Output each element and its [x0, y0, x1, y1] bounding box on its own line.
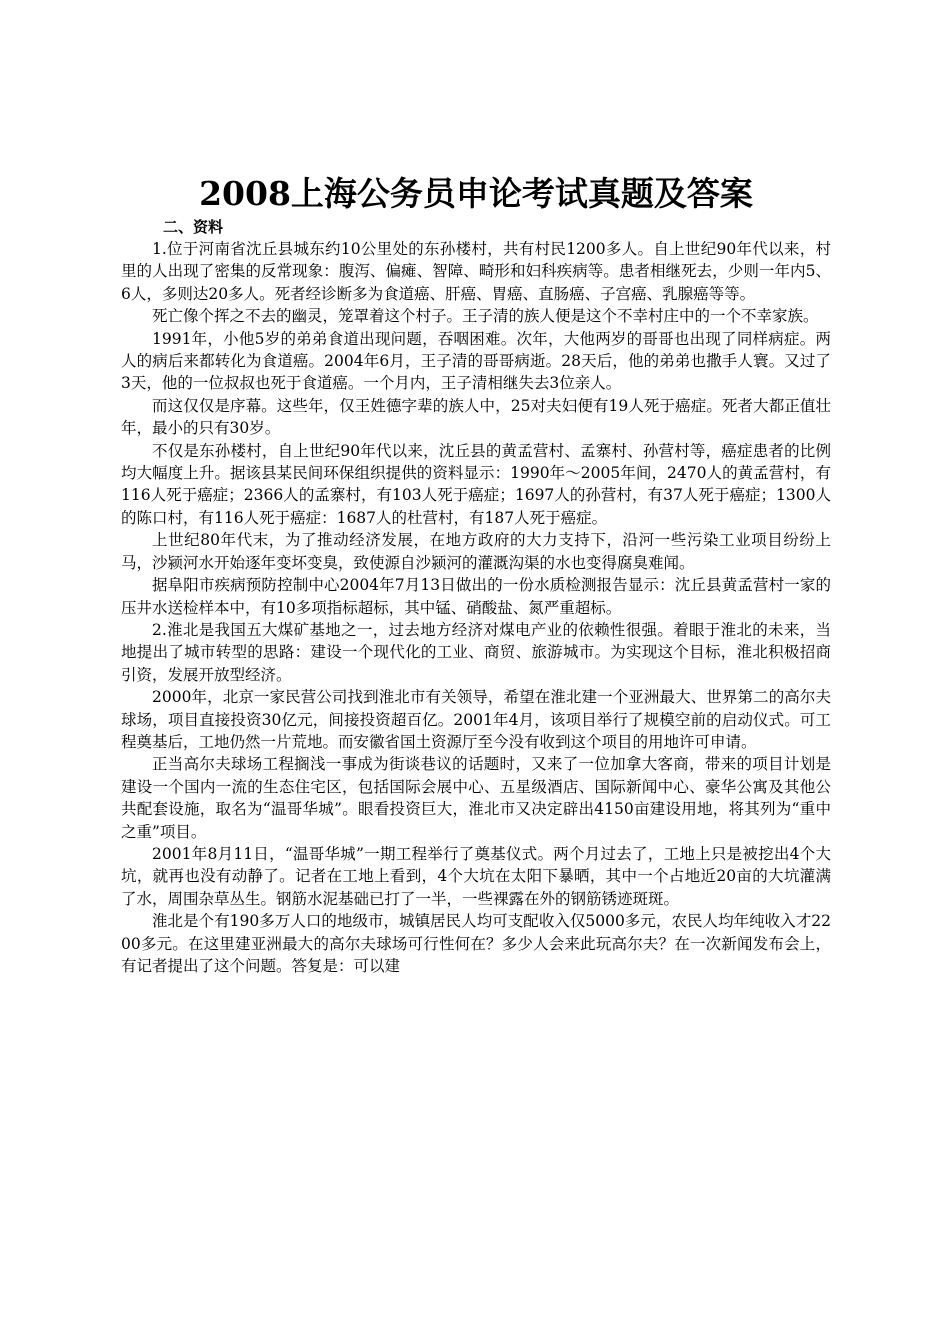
document-body: [121, 172, 831, 977]
paragraph-8: 2.淮北是我国五大煤矿基地之一，过去地方经济对煤电产业的依赖性很强。着眼于淮北的未来，当地提出了城市转型的思路：建设一个现代化的工业、商贸、旅游城市。为实现这个目标，淮北积极招商引资，发展开放型经济。: [121, 620, 831, 684]
paragraph-10: 正当高尔夫球场工程搁浅一事成为街谈巷议的话题时，又来了一位加拿大客商，带来的项目计划是建设一个国内一流的生态住宅区，包括国际会展中心、五星级酒店、国际新闻中心、豪华公寓及其他公共配套设施，取名为“温哥华城”。眼看投资巨大，淮北市又决定辟出4150亩建设用地，将其列为“重中之重”项目。: [121, 755, 831, 841]
paragraph-9: 2000年，北京一家民营公司找到淮北市有关领导，希望在淮北建一个亚洲最大、世界第二的高尔夫球场，项目直接投资30亿元，间接投资超百亿。2001年4月，该项目举行了规模空前的启动仪式。可工程奠基后，工地仍然一片荒地。而安徽省国土资源厅至今没有收到这个项目的用地许可申请。: [121, 688, 831, 751]
paragraph-3: 1991年，小他5岁的弟弟食道出现问题，吞咽困难。次年，大他两岁的哥哥也出现了同样病症。两人的病后来都转化为食道癌。2004年6月，王子清的哥哥病逝。28天后，他的弟弟也撒手人寰。又过了3天，他的一位叔叔也死于食道癌。一个月内，王子清相继失去3位亲人。: [121, 329, 831, 393]
paragraph-1: 1.位于河南省沈丘县城东约10公里处的东孙楼村，共有村民1200多人。自上世纪90年代以来，村里的人出现了密集的反常现象：腹泻、偏瘫、智障、畸形和妇科疾病等。患者相继死去，少则一年内5、6人，多则达20多人。死者经诊断多为食道癌、肝癌、胃癌、直肠癌、子宫癌、乳腺癌等等。: [121, 240, 831, 303]
paragraph-6: 上世纪80年代末，为了推动经济发展，在地方政府的大力支持下，沿河一些污染工业项目纷纷上马，沙颍河水开始逐年变坏变臭，致使源自沙颍河的灌溉沟渠的水也变得腐臭难闻。: [121, 531, 831, 572]
paragraph-4: 而这仅仅是序幕。这些年，仅王姓德字辈的族人中，25对夫妇便有19人死于癌症。死者大都正值壮年，最小的只有30岁。: [121, 396, 831, 438]
paragraph-2: 死亡像个挥之不去的幽灵，笼罩着这个村子。王子清的族人便是这个不幸村庄中的一个不幸家族。: [152, 307, 819, 326]
paragraph-11: 2001年8月11日，“温哥华城”一期工程举行了奠基仪式。两个月过去了，工地上只是被挖出4个大坑，就再也没有动静了。记者在工地上看到，4个大坑在太阳下暴晒，其中一个占地近20亩的大坑灌满了水，周围杂草丛生。钢筋水泥基础已打了一半，一些裸露在外的钢筋锈迹斑斑。: [121, 844, 831, 908]
paragraph-7: 据阜阳市疾病预防控制中心2004年7月13日做出的一份水质检测报告显示：沈丘县黄孟营村一家的压井水送检样本中，有10多项指标超标，其中锰、硝酸盐、氮严重超标。: [121, 576, 831, 617]
paragraph-12: 淮北是个有190多万人口的地级市，城镇居民人均可支配收入仅5000多元，农民人均年纯收入才2200多元。在这里建亚洲最大的高尔夫球场可行性何在？多少人会来此玩高尔夫？在一次新闻发布会上，有记者提出了这个问题。答复是：可以建: [121, 912, 831, 975]
paragraph-5: 不仅是东孙楼村，自上世纪90年代以来，沈丘县的黄孟营村、孟寨村、孙营村等，癌症患者的比例均大幅度上升。据该县某民间环保组织提供的资料显示：1990年～2005年间，2470人的黄孟营村，有116人死于癌症；2366人的孟寨村，有103人死于癌症；1697人的孙营村，有37人死于癌症；1300人的陈口村，有116人死于癌症：1687人的杜营村，有187人死于癌症。: [121, 441, 831, 527]
section-heading: 二、资料: [163, 218, 224, 236]
document-title: 2008上海公务员申论考试真题及答案: [199, 174, 753, 213]
